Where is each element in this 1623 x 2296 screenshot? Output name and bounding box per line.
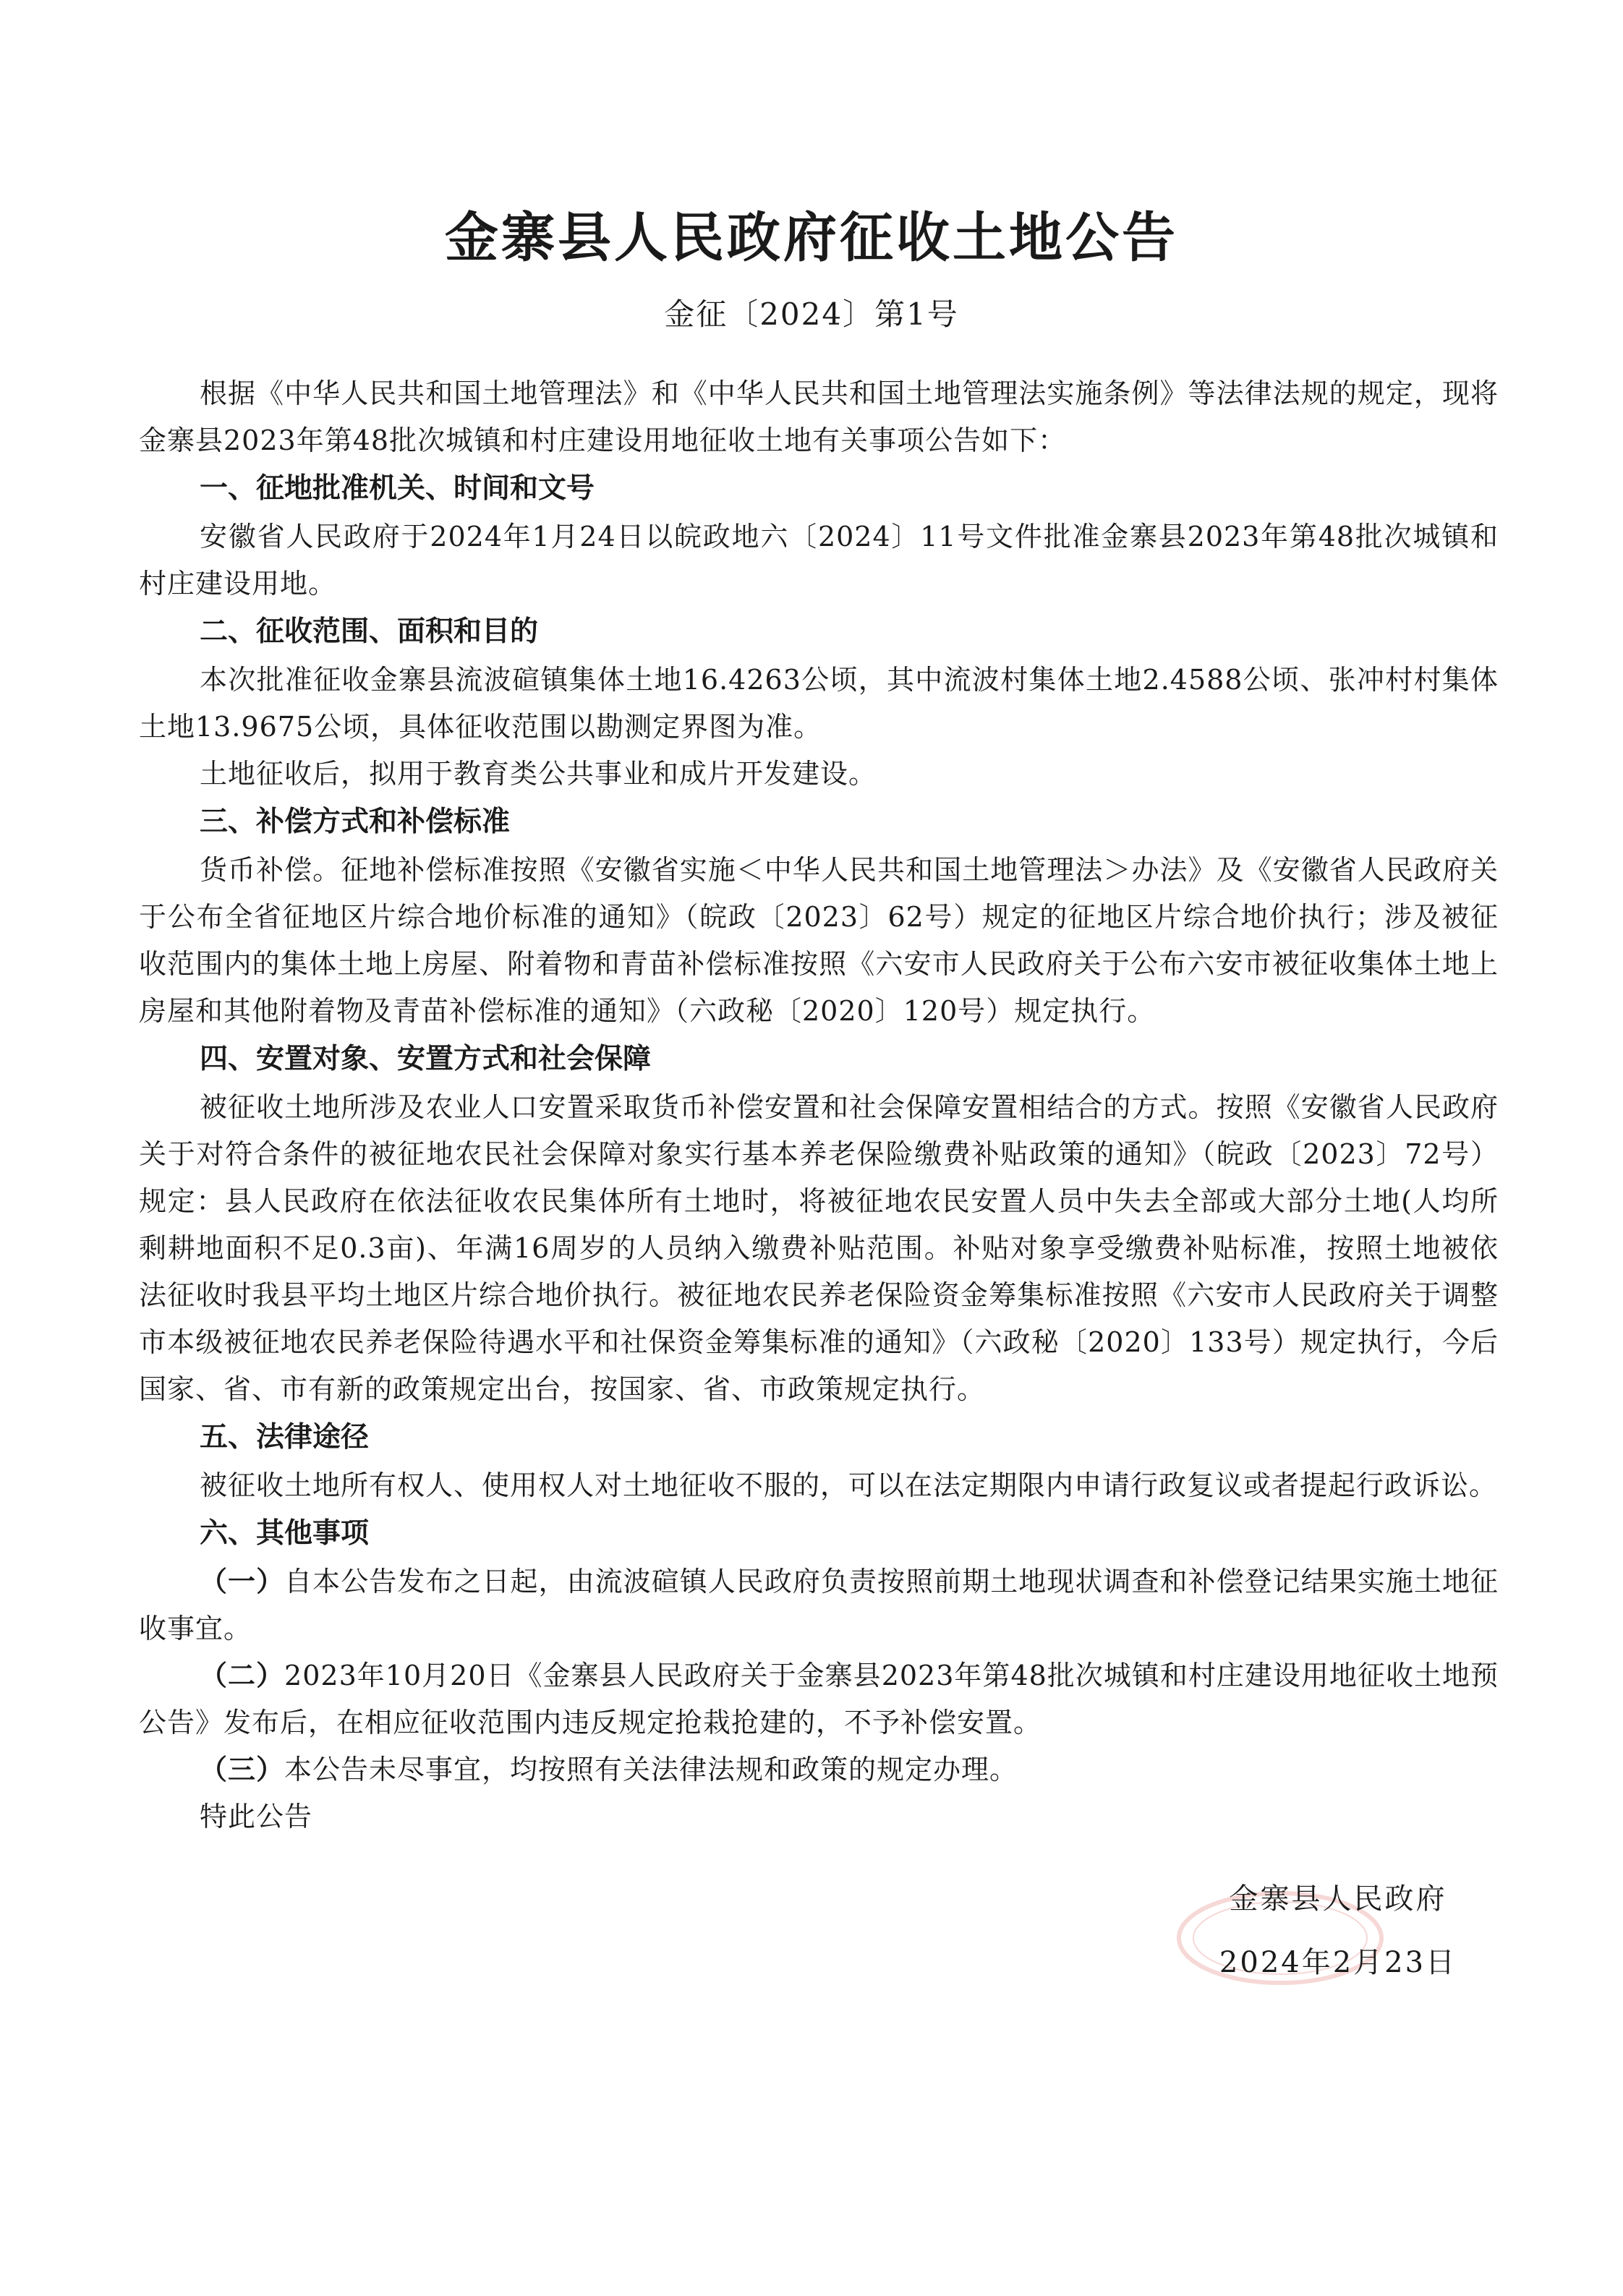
item-2-label: （二） [200,1660,285,1691]
section-6-item-1 [139,1558,1499,1652]
item-3-label: （三） [200,1754,285,1785]
document-number: 金征〔2024〕第1号 [664,296,959,332]
section-2-paragraph-2: 土地征收后，拟用于教育类公共事业和成片开发建设。 [200,758,877,790]
item-3-text: 本公告未尽事宜，均按照有关法律法规和政策的规定办理。 [284,1754,1018,1785]
document-title: 金寨县人民政府征收土地公告 [445,207,1178,269]
section-1-paragraph: 安徽省人民政府于2024年1月24日以皖政地六〔2024〕11号文件批准金寨县2023年第48批次城镇和村庄建设用地。 [139,521,1499,599]
closing-line: 特此公告 [200,1801,313,1832]
section-heading-5: 五、法律途径 [200,1421,370,1454]
section-heading-4: 四、安置对象、安置方式和社会保障 [200,1043,652,1075]
section-heading-1: 一、征地批准机关、时间和文号 [200,472,595,505]
signature-organization: 金寨县人民政府 [1229,1882,1447,1916]
item-1-text: 自本公告发布之日起，由流波碹镇人民政府负责按照前期土地现状调查和补偿登记结果实施土地征收事宜。 [139,1566,1499,1644]
signature-date: 2024年2月23日 [1219,1946,1457,1979]
signature-block [1085,1867,1591,1994]
intro-paragraph: 根据《中华人民共和国土地管理法》和《中华人民共和国土地管理法实施条例》等法律法规的规定，现将金寨县2023年第48批次城镇和村庄建设用地征收土地有关事项公告如下： [139,377,1499,456]
section-5-paragraph: 被征收土地所有权人、使用权人对土地征收不服的，可以在法定期限内申请行政复议或者提起行政诉讼。 [200,1469,1498,1501]
document-body [139,370,1499,1840]
item-1-label: （一） [200,1566,285,1597]
section-heading-3: 三、补偿方式和补偿标准 [200,806,511,838]
section-3-paragraph: 货币补偿。征地补偿标准按照《安徽省实施＜中华人民共和国土地管理法＞办法》及《安徽省人民政府关于公布全省征地区片综合地价标准的通知》（皖政〔2023〕62号）规定的征地区片综合地价执行；涉及被征收范围内的集体土地上房屋、附着物和青苗补偿标准按照《六安市人民政府关于公布六安市被征收集体土地上房屋和其他附着物及青苗补偿标准的通知》（六政秘〔2020〕120号）规定执行。 [139,854,1499,1027]
section-6-item-2 [139,1652,1499,1746]
section-6-item-3 [139,1746,1499,1793]
section-heading-2: 二、征收范围、面积和目的 [200,615,539,648]
section-4-paragraph: 被征收土地所涉及农业人口安置采取货币补偿安置和社会保障安置相结合的方式。按照《安徽省人民政府关于对符合条件的被征地农民社会保障对象实行基本养老保险缴费补贴政策的通知》（皖政〔2023〕72号）规定：县人民政府在依法征收农民集体所有土地时，将被征地农民安置人员中失去全部或大部分土地(人均所剩耕地面积不足0.3亩)、年满16周岁的人员纳入缴费补贴范围。补贴对象享受缴费补贴标准，按照土地被依法征收时我县平均土地区片综合地价执行。被征地农民养老保险资金筹集标准按照《六安市人民政府关于调整市本级被征地农民养老保险待遇水平和社保资金筹集标准的通知》（六政秘〔2020〕133号）规定执行，今后国家、省、市有新的政策规定出台，按国家、省、市政策规定执行。 [139,1091,1499,1405]
item-2-text: 2023年10月20日《金寨县人民政府关于金寨县2023年第48批次城镇和村庄建设用地征收土地预公告》发布后，在相应征收范围内违反规定抢栽抢建的，不予补偿安置。 [139,1660,1499,1738]
section-2-paragraph-1: 本次批准征收金寨县流波碹镇集体土地16.4263公顷，其中流波村集体土地2.4588公顷、张冲村村集体土地13.9675公顷，具体征收范围以勘测定界图为准。 [139,664,1499,743]
section-heading-6: 六、其他事项 [200,1517,370,1550]
